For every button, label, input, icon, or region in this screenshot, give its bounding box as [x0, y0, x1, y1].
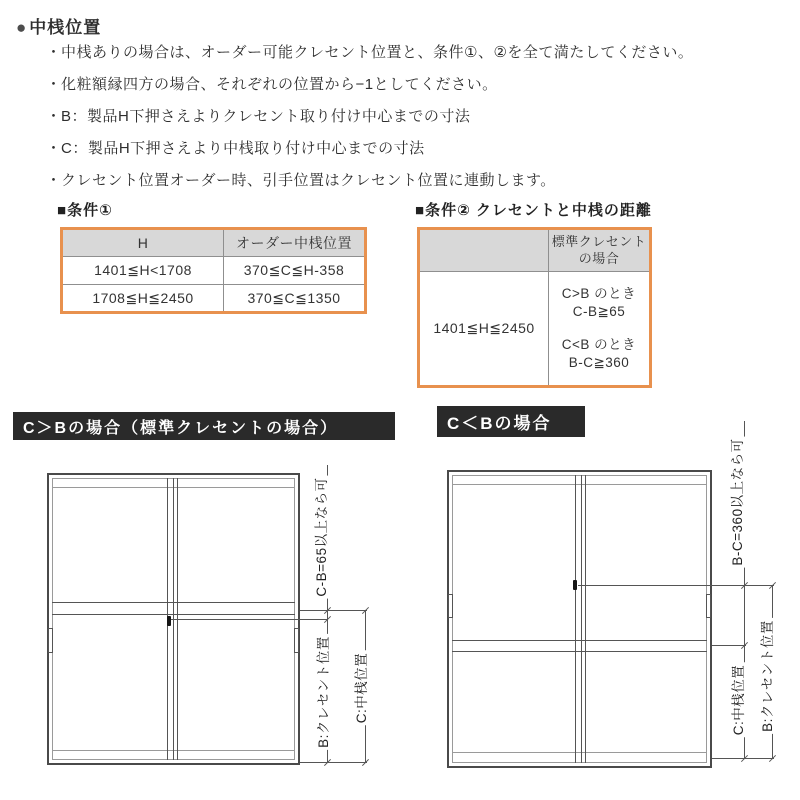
pull-handle-right [706, 594, 711, 618]
square-marker-icon: ■ [415, 202, 426, 219]
window-drawing-c-lt-b [447, 470, 712, 768]
cell-distance-rules [549, 272, 651, 387]
cell-c-range: 370≦C≦H-358 [224, 257, 366, 285]
middle-rail [52, 602, 295, 615]
cell-h-range: 1401≦H≦2450 [419, 272, 549, 387]
rule-case2-formula: B-C≧360 [568, 354, 630, 370]
extension-line-rail-level [300, 610, 367, 611]
condition2-heading [415, 199, 652, 220]
condition1-heading [57, 199, 113, 220]
list-item [46, 108, 794, 126]
cell-c-range: 370≦C≦1350 [224, 285, 366, 313]
table-header-row [419, 229, 651, 272]
condition1-heading-text: 条件① [67, 202, 113, 219]
note-text: 化粧額縁四方の場合、それぞれの位置から−1としてください。 [61, 76, 498, 93]
column-header-standard-crescent: 標準クレセントの場合 [549, 229, 651, 272]
note-text: B：製品H下押さえよりクレセント取り付け中心までの寸法 [61, 108, 471, 125]
bullet-dot-icon: ・ [46, 140, 62, 157]
column-header-order-rail: オーダー中桟位置 [224, 229, 366, 257]
bullet-dot-icon: ・ [46, 172, 62, 189]
column-header-h: H [62, 229, 224, 257]
label-gap-rule: B-C=360以上なら可 [726, 436, 746, 567]
note-text: クレセント位置オーダー時、引手位置はクレセント位置に連動します。 [61, 172, 556, 189]
list-item [46, 172, 794, 190]
rule-case1 [549, 285, 649, 321]
rule-case1-formula: C-B≧65 [572, 304, 626, 320]
extension-line-crescent-level [171, 619, 328, 620]
table-header-row [62, 229, 366, 257]
condition2-table [417, 227, 652, 388]
label-rail-position: C:中桟位置 [350, 651, 370, 726]
cell-h-range: 1401≦H<1708 [62, 257, 224, 285]
bullet-dot-icon: ・ [46, 108, 62, 125]
page-title-text: 中桟位置 [29, 18, 102, 37]
condition2-heading-text: 条件② クレセントと中桟の距離 [425, 202, 652, 219]
bullet-circle-icon: ● [16, 18, 28, 37]
diagram-left-heading: C＞Bの場合（標準クレセントの場合） [13, 412, 395, 440]
table-row [62, 257, 366, 285]
note-text: 中桟ありの場合は、オーダー可能クレセント位置と、条件①、②を全て満たしてください。 [61, 44, 694, 61]
crescent-lock-icon [573, 580, 577, 590]
extension-line-bottom [300, 762, 367, 763]
cell-h-range: 1708≦H≦2450 [62, 285, 224, 313]
pull-handle-left [48, 628, 53, 653]
extension-line-rail-level [712, 645, 746, 646]
condition1-table [60, 227, 367, 314]
crescent-lock-icon [167, 616, 171, 626]
middle-rail [452, 640, 707, 652]
list-item [46, 140, 794, 158]
dimension-tick [769, 755, 776, 762]
table-row [62, 285, 366, 313]
square-marker-icon: ■ [57, 202, 68, 219]
list-item [46, 76, 794, 94]
label-crescent-position: B:クレセント位置 [312, 634, 332, 750]
label-gap-rule: C-B=65以上なら可 [310, 475, 330, 598]
diagram-right-heading: C＜Bの場合 [437, 406, 585, 437]
pull-handle-left [448, 594, 453, 618]
label-crescent-position: B:クレセント位置 [756, 618, 776, 734]
column-header-empty [419, 229, 549, 272]
notes-list [46, 44, 794, 204]
bullet-dot-icon: ・ [46, 76, 62, 93]
dimension-tick [362, 759, 369, 766]
note-text: C：製品H下押さえより中桟取り付け中心までの寸法 [61, 140, 425, 157]
pull-handle-right [294, 628, 299, 653]
table-row [419, 272, 651, 387]
rule-case1-condition: C>B のとき [561, 286, 637, 302]
bullet-dot-icon: ・ [46, 44, 62, 61]
label-rail-position: C:中桟位置 [727, 663, 747, 738]
page-title [16, 13, 101, 38]
center-mullion [575, 475, 586, 763]
list-item [46, 44, 794, 62]
rule-case2-condition: C<B のとき [561, 336, 637, 352]
rule-case2 [549, 336, 649, 372]
